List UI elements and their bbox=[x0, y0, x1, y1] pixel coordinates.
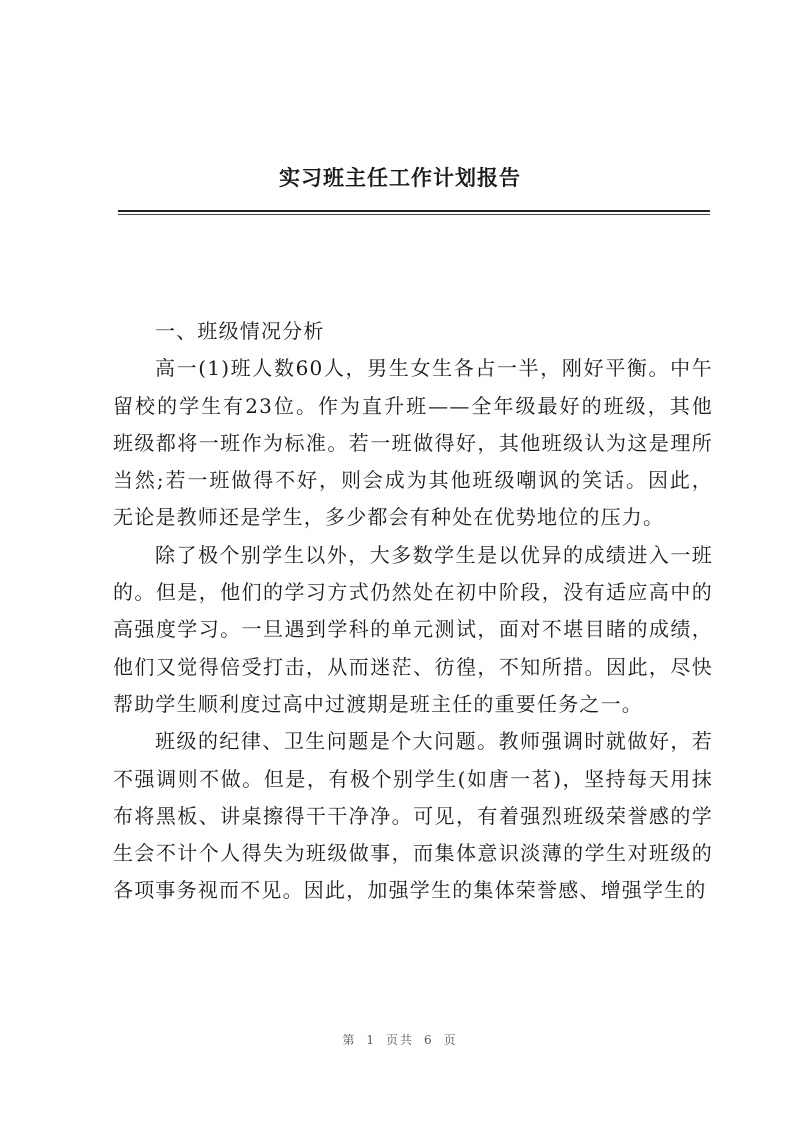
document-title: 实习班主任工作计划报告 bbox=[279, 165, 521, 190]
paragraph: 班级的纪律、卫生问题是个大问题。教师强调时就做好，若不强调则不做。但是，有极个别学生(如唐一茗)，坚持每天用抹布将黑板、讲桌擦得干干净净。可见，有着强烈班级荣誉感的学生会不计个人得失为班级做事，而集体意识淡薄的学生对班级的各项事务视而不见。因此，加强学生的集体荣誉感、增强学生的 bbox=[113, 729, 713, 903]
footer-total-pages: 6 bbox=[424, 1033, 434, 1047]
paragraph: 高一(1)班人数60人，男生女生各占一半，刚好平衡。中午留校的学生有23位。作为直升班——全年级最好的班级，其他班级都将一班作为标准。若一班做得好，其他班级认为这是理所当然;若一班做得不好，则会成为其他班级嘲讽的笑话。因此，无论是教师还是学生，多少都会有种处在优势地位的压力。 bbox=[113, 356, 713, 530]
page-footer bbox=[0, 1031, 800, 1048]
footer-page-number: 1 bbox=[366, 1033, 376, 1047]
title-divider bbox=[118, 210, 710, 212]
title-divider-thin bbox=[118, 214, 710, 215]
paragraph: 除了极个别学生以外，大多数学生是以优异的成绩进入一班的。但是，他们的学习方式仍然处在初中阶段，没有适应高中的高强度学习。一旦遇到学科的单元测试，面对不堪目睹的成绩，他们又觉得倍受打击，从而迷茫、彷徨，不知所措。因此，尽快帮助学生顺利度过高中过渡期是班主任的重要任务之一。 bbox=[113, 542, 713, 716]
footer-prefix: 第 bbox=[342, 1033, 357, 1047]
section-heading: 一、班级情况分析 bbox=[155, 319, 325, 343]
footer-suffix: 页 bbox=[443, 1033, 458, 1047]
footer-middle: 页共 bbox=[385, 1033, 414, 1047]
document-body bbox=[113, 313, 713, 910]
